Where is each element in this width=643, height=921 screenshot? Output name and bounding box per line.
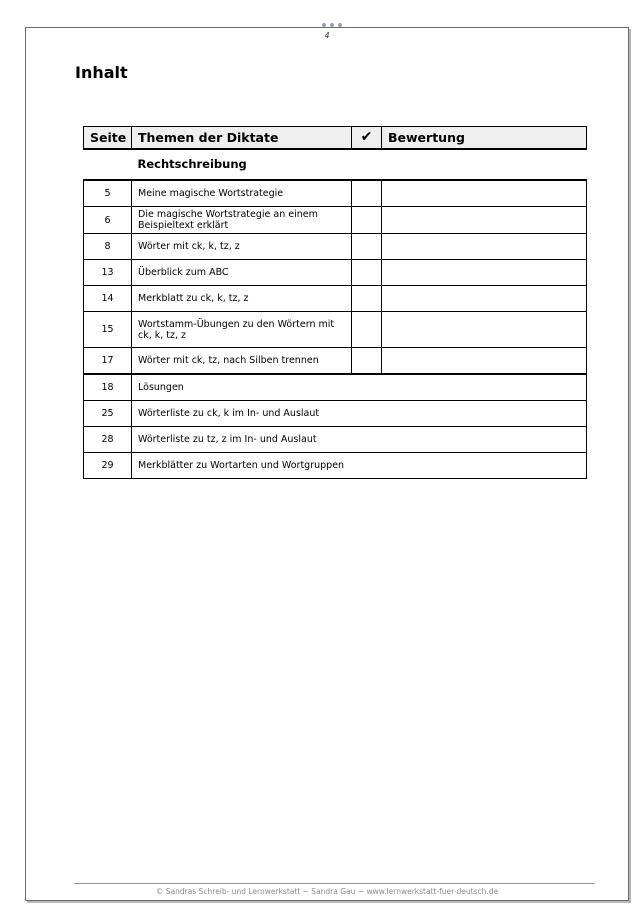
row-check-cell[interactable] xyxy=(352,207,382,234)
page-footer: © Sandras Schreib- und Lernwerkstatt ~ Sandra Gau ~ www.lernwerkstatt-fuer-deutsch.de xyxy=(155,887,499,896)
appendix-row xyxy=(84,374,587,401)
row-page: 6 xyxy=(84,207,132,234)
header-topic: Themen der Diktate xyxy=(132,127,352,150)
row-topic: Überblick zum ABC xyxy=(132,260,352,286)
appendix-row xyxy=(84,401,587,427)
row-page: 29 xyxy=(84,453,132,479)
header-page: Seite xyxy=(84,127,132,150)
row-rating-cell[interactable] xyxy=(382,286,587,312)
row-topic: Wörterliste zu ck, k im In- und Auslaut xyxy=(132,401,587,427)
contents-table xyxy=(83,126,587,479)
row-page: 17 xyxy=(84,348,132,375)
row-page: 25 xyxy=(84,401,132,427)
row-page: 28 xyxy=(84,427,132,453)
row-rating-cell[interactable] xyxy=(382,348,587,375)
section-blank-cell xyxy=(84,149,132,180)
row-topic: Wörter mit ck, k, tz, z xyxy=(132,234,352,260)
page-title: Inhalt xyxy=(75,63,128,82)
appendix-row xyxy=(84,453,587,479)
row-page: 18 xyxy=(84,374,132,401)
row-topic: Merkblätter zu Wortarten und Wortgruppen xyxy=(132,453,587,479)
table-header-row xyxy=(84,127,587,150)
page-number: 4 xyxy=(324,31,330,40)
row-topic: Wortstamm-Übungen zu den Wörtern mit ck, k, tz, z xyxy=(132,312,352,348)
row-page: 13 xyxy=(84,260,132,286)
row-page: 14 xyxy=(84,286,132,312)
row-topic: Meine magische Wortstrategie xyxy=(132,180,352,207)
appendix-row xyxy=(84,427,587,453)
footer-divider xyxy=(74,883,595,884)
table-row xyxy=(84,180,587,207)
table-row xyxy=(84,234,587,260)
row-check-cell[interactable] xyxy=(352,286,382,312)
row-rating-cell[interactable] xyxy=(382,180,587,207)
row-topic: Merkblatt zu ck, k, tz, z xyxy=(132,286,352,312)
row-topic: Die magische Wortstrategie an einem Beispieltext erklärt xyxy=(132,207,352,234)
row-page: 5 xyxy=(84,180,132,207)
row-check-cell[interactable] xyxy=(352,234,382,260)
header-check-icon: ✔ xyxy=(352,127,382,150)
table-row xyxy=(84,260,587,286)
header-rating: Bewertung xyxy=(382,127,587,150)
table-row xyxy=(84,286,587,312)
table-row xyxy=(84,207,587,234)
row-check-cell[interactable] xyxy=(352,312,382,348)
row-check-cell[interactable] xyxy=(352,260,382,286)
document-page xyxy=(25,27,629,901)
row-rating-cell[interactable] xyxy=(382,234,587,260)
section-row xyxy=(84,149,587,180)
section-title: Rechtschreibung xyxy=(132,149,587,180)
row-check-cell[interactable] xyxy=(352,348,382,375)
row-topic: Wörter mit ck, tz, nach Silben trennen xyxy=(132,348,352,375)
row-page: 15 xyxy=(84,312,132,348)
row-rating-cell[interactable] xyxy=(382,207,587,234)
table-row xyxy=(84,312,587,348)
row-topic: Lösungen xyxy=(132,374,587,401)
row-rating-cell[interactable] xyxy=(382,260,587,286)
row-check-cell[interactable] xyxy=(352,180,382,207)
row-topic: Wörterliste zu tz, z im In- und Auslaut xyxy=(132,427,587,453)
row-rating-cell[interactable] xyxy=(382,312,587,348)
row-page: 8 xyxy=(84,234,132,260)
table-row xyxy=(84,348,587,375)
